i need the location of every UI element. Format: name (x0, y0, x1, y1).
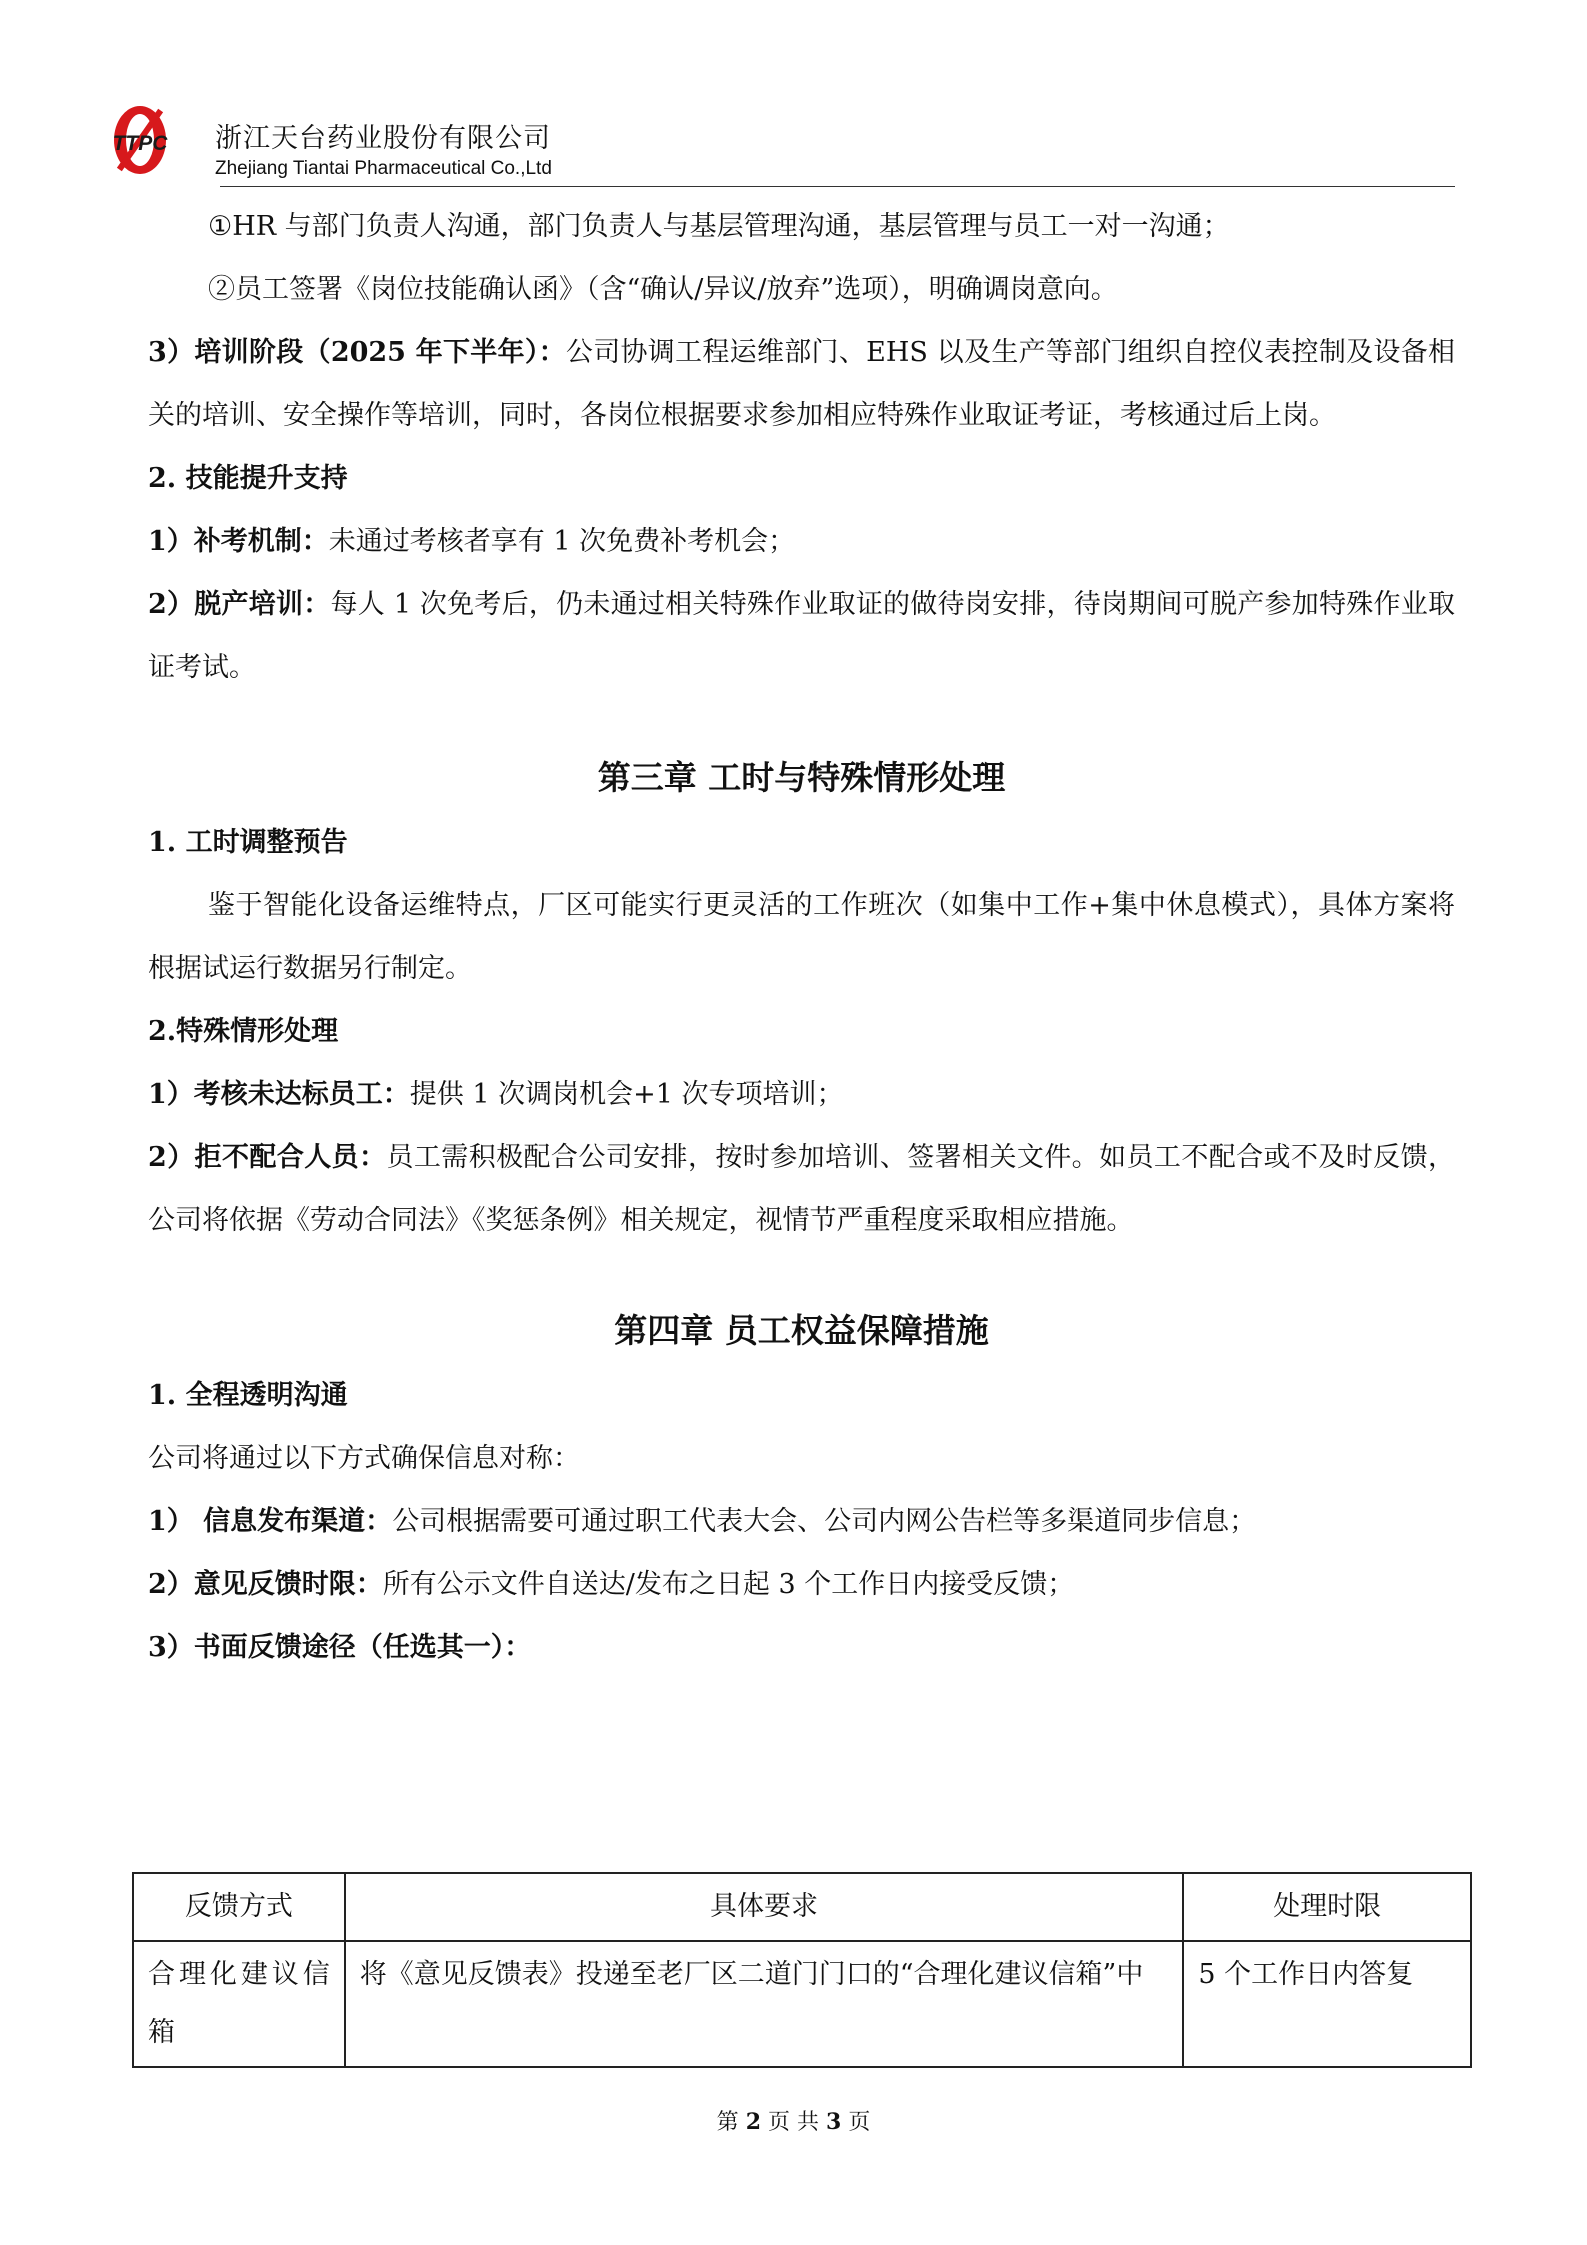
table-row (133, 1941, 1471, 2067)
logo-text: TTPC (112, 132, 168, 155)
table-cell-requirement: 将《意见反馈表》投递至老厂区二道门门口的“合理化建议信箱”中 (345, 1941, 1184, 2067)
training-label: 3）培训阶段（2025 年下半年）： (148, 337, 566, 368)
skills-heading: 2. 技能提升支持 (148, 463, 348, 494)
training-phase (148, 321, 1455, 447)
table-header-method: 反馈方式 (133, 1873, 345, 1941)
comm-step-1: ①HR 与部门负责人沟通，部门负责人与基层管理沟通，基层管理与员工一对一沟通； (208, 211, 1230, 242)
footer-suffix: 页 (848, 2110, 871, 2135)
special-case-2 (148, 1126, 1455, 1252)
total-pages: 3 (826, 2109, 842, 2135)
page-number: 2 (745, 2109, 761, 2135)
channel-item-2-text: 所有公示文件自送达/发布之日起 3 个工作日内接受反馈； (382, 1569, 1075, 1600)
channel-item-2-label: 2）意见反馈时限： (148, 1569, 383, 1600)
page-footer (0, 2105, 1587, 2136)
chapter-3-title: 第三章 工时与特殊情形处理 (597, 758, 1006, 797)
table-header-deadline: 处理时限 (1183, 1873, 1471, 1941)
chapter-4-title: 第四章 员工权益保障措施 (614, 1311, 989, 1350)
company-name-en: Zhejiang Tiantai Pharmaceutical Co.,Ltd (215, 158, 552, 179)
worktime-heading: 1. 工时调整预告 (148, 827, 348, 858)
footer-prefix: 第 (716, 2110, 739, 2135)
offjob-training (148, 573, 1455, 699)
special-case-2-text: 员工需积极配合公司安排，按时参加培训、签署相关文件。如员工不配合或不及时反馈，公司将依据《劳动合同法》《奖惩条例》相关规定，视情节严重程度采取相应措施。 (148, 1142, 1455, 1236)
offjob-label: 2）脱产培训： (148, 589, 331, 620)
communication-intro: 公司将通过以下方式确保信息对称： (148, 1443, 580, 1474)
channel-item-1-text: 公司根据需要可通过职工代表大会、公司内网公告栏等多渠道同步信息； (392, 1506, 1257, 1537)
table-header-row (133, 1873, 1471, 1941)
channel-item-3: 3）书面反馈途径（任选其一）： (148, 1632, 532, 1663)
channel-item-1-label: 1） 信息发布渠道： (148, 1506, 393, 1537)
feedback-table (132, 1872, 1472, 2068)
header-divider (220, 186, 1455, 187)
special-case-1-label: 1）考核未达标员工： (148, 1079, 410, 1110)
special-case-1 (148, 1063, 1455, 1126)
company-name-cn: 浙江天台药业股份有限公司 (215, 123, 551, 154)
table-header-requirement: 具体要求 (345, 1873, 1184, 1941)
comm-step-2: ②员工签署《岗位技能确认函》（含“确认/异议/放弃”选项），明确调岗意向。 (208, 274, 1118, 305)
special-case-1-text: 提供 1 次调岗机会+1 次专项培训； (409, 1079, 844, 1110)
channel-item-2 (148, 1553, 1455, 1616)
letterhead (90, 100, 1455, 188)
channel-item-1 (148, 1490, 1455, 1553)
makeup-label: 1）补考机制： (148, 526, 329, 557)
communication-heading: 1. 全程透明沟通 (148, 1380, 348, 1411)
special-cases-heading: 2.特殊情形处理 (148, 1016, 339, 1047)
offjob-text: 每人 1 次免考后，仍未通过相关特殊作业取证的做待岗安排，待岗期间可脱产参加特殊作业取证考试。 (148, 589, 1456, 683)
makeup-text: 未通过考核者享有 1 次免费补考机会； (328, 526, 796, 557)
footer-middle: 页 共 (768, 2110, 819, 2135)
company-logo-icon (90, 100, 190, 180)
worktime-text: 鉴于智能化设备运维特点，厂区可能实行更灵活的工作班次（如集中工作+集中休息模式），具体方案将根据试运行数据另行制定。 (148, 890, 1455, 984)
special-case-2-label: 2）拒不配合人员： (148, 1142, 387, 1173)
makeup-exam (148, 510, 1455, 573)
document-body (148, 195, 1455, 1679)
table-cell-deadline: 5 个工作日内答复 (1183, 1941, 1471, 2067)
training-text: 公司协调工程运维部门、EHS 以及生产等部门组织自控仪表控制及设备相关的培训、安全操作等培训，同时，各岗位根据要求参加相应特殊作业取证考证，考核通过后上岗。 (148, 337, 1455, 431)
table-cell-method: 合理化建议信箱 (133, 1941, 345, 2067)
